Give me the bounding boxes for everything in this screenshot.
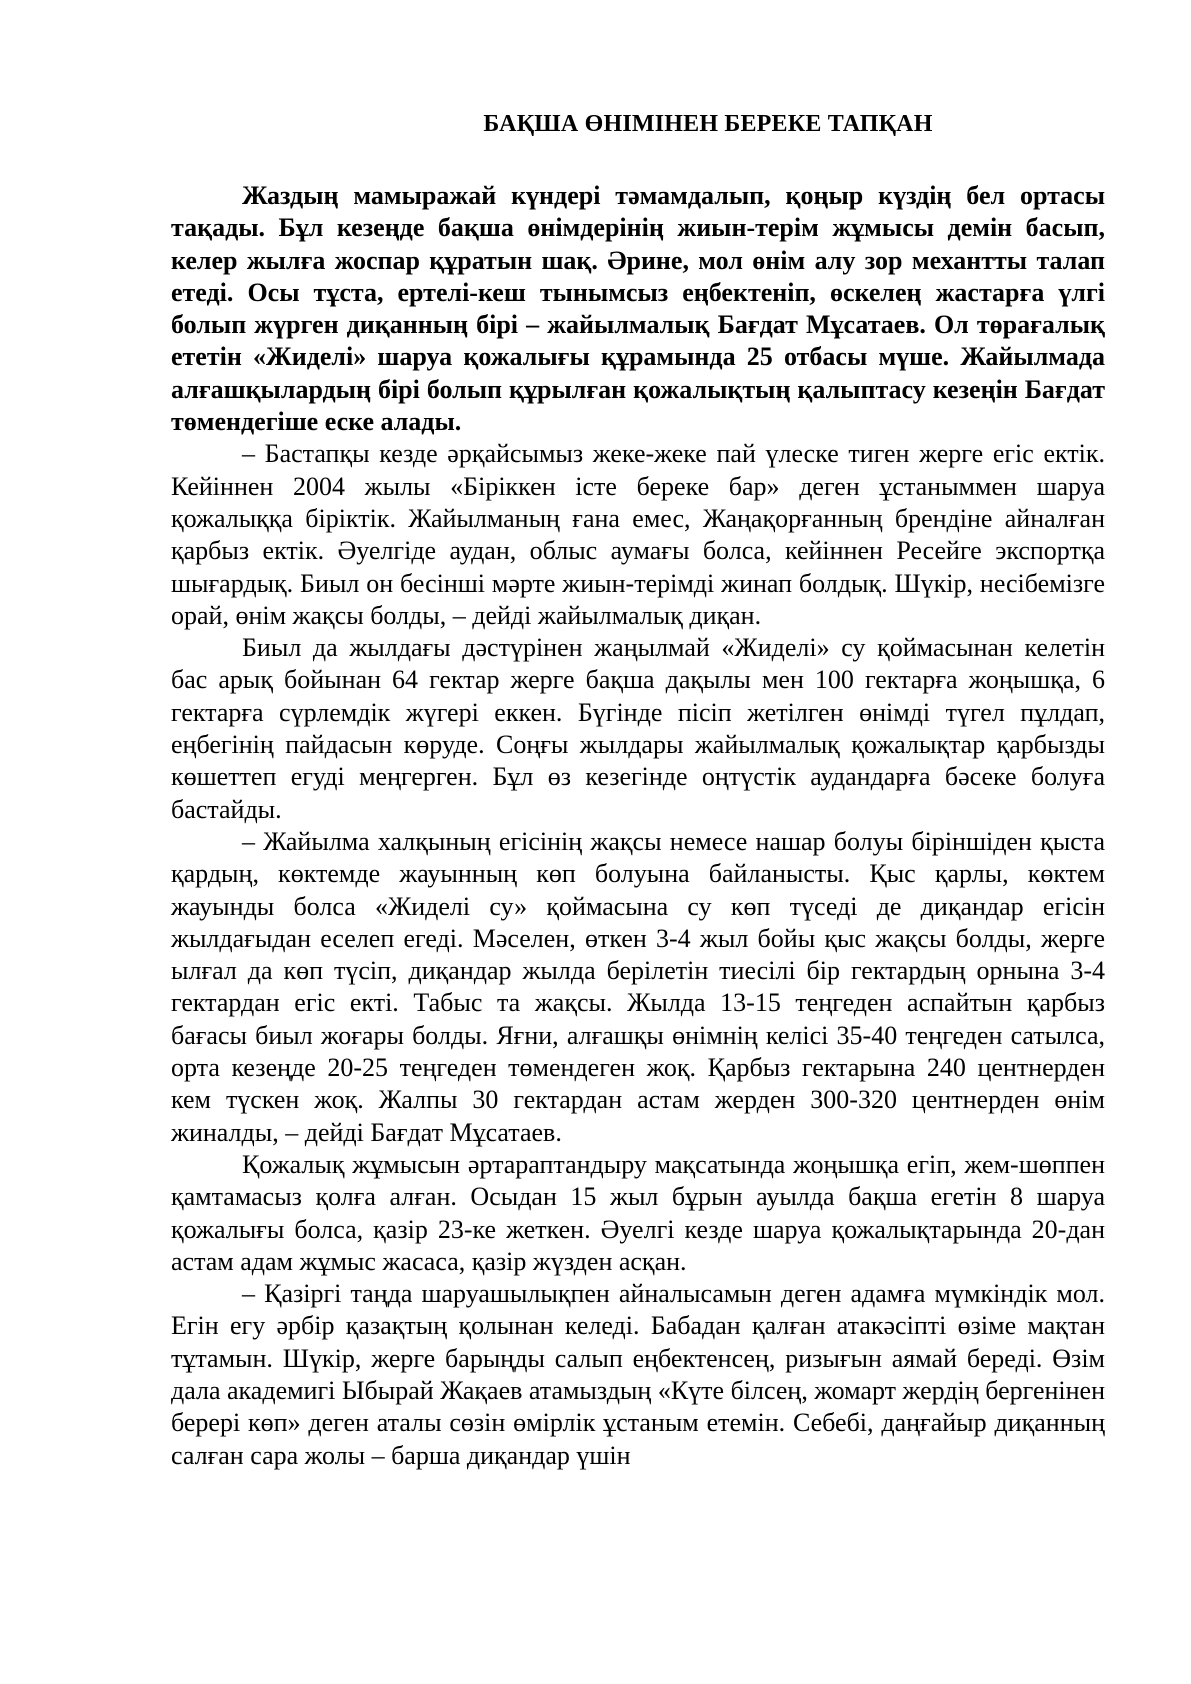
paragraph-1: – Бастапқы кезде әрқайсымыз жеке-жеке пай үлеске тиген жерге егіс ектік. Кейіннен 2004 жылы «Біріккен істе береке бар» деген ұстаныммен шаруа қожалыққа біріктік. Жайылманың ғана емес, Жаңақорғанның брендіне айналған қарбыз ектік. Әуелгіде аудан, облыс аумағы болса, кейіннен Ресейге экспортқа шығардық. Биыл он бесінші мәрте жиын-терімді жинап болдық. Шүкір, несібемізге орай, өнім жақсы болды, – дейді жайылмалық диқан. [171, 439, 1105, 630]
paragraph-3: – Жайылма халқының егісінің жақсы немесе нашар болуы біріншіден қыста қардың, көктемде жауынның көп болуына байланысты. Қыс қарлы, көктем жауынды болса «Жиделі су» қоймасына су көп түседі де диқандар егісін жылдағыдан еселеп егеді. Мәселен, өткен 3-4 жыл бойы қыс жақсы болды, жерге ылғал да көп түсіп, диқандар жылда берілетін тиесілі бір гектардың орнына 3-4 гектардан егіс екті. Табыс та жақсы. Жылда 13-15 теңгеден аспайтын қарбыз бағасы биыл жоғары болды. Яғни, алғашқы өнімнің келісі 35-40 теңгеден сатылса, орта кезеңде 20-25 теңгеден төмендеген жоқ. Қарбыз гектарына 240 центнерден кем түскен жоқ. Жалпы 30 гектардан астам жерден 300-320 центнерден өнім жиналды, – дейді Бағдат Мұсатаев. [171, 826, 1105, 1147]
paragraph-4: Қожалық жұмысын әртараптандыру мақсатында жоңышқа егіп, жем-шөппен қамтамасыз қолға алған. Осыдан 15 жыл бұрын ауылда бақша егетін 8 шаруа қожалығы болса, қазір 23-ке жеткен. Әуелгі кезде шаруа қожалықтарында 20-дан астам адам жұмыс жасаса, қазір жүзден асқан. [171, 1149, 1105, 1276]
article-body [171, 108, 1105, 1472]
paragraph-2: Биыл да жылдағы дәстүрінен жаңылмай «Жиделі» су қоймасынан келетін бас арық бойынан 64 гектар жерге бақша дақылы мен 100 гектарға жоңышқа, 6 гектарға сүрлемдік жүгері еккен. Бүгінде пісіп жетілген өнімді түгел пұлдап, еңбегінің пайдасын көруде. Соңғы жылдары жайылмалық қожалықтар қарбызды көшеттеп егуді меңгерген. Бұл өз кезегінде оңтүстік аудандарға бәсеке болуға бастайды. [171, 633, 1105, 824]
article-lead-paragraph: Жаздың мамыражай күндері тәмамдалып, қоңыр күздің бел ортасы тақады. Бұл кезеңде бақша өнімдерінің жиын-терім жұмысы демін басып, келер жылға жоспар құратын шақ. Әрине, мол өнім алу зор механтты талап етеді. Осы тұста, ертелі-кеш тынымсыз еңбектеніп, өскелең жастарға үлгі болып жүрген диқанның бірі – жайылмалық Бағдат Мұсатаев. Ол төрағалық ететін «Жиделі» шаруа қожалығы құрамында 25 отбасы мүше. Жайылмада алғашқылардың бірі болып құрылған қожалықтың қалыптасу кезеңін Бағдат төмендегіше еске алады. [171, 181, 1105, 437]
paragraph-5: – Қазіргі таңда шаруашылықпен айналысамын деген адамға мүмкіндік мол. Егін егу әрбір қазақтың қолынан келеді. Бабадан қалған атакәсіпті өзіме мақтан тұтамын. Шүкір, жерге барыңды салып еңбектенсең, ризығын аямай береді. Өзім дала академигі Ыбырай Жақаев атамыздың «Күте білсең, жомарт жердің бергенінен берері көп» деген аталы сөзін өмірлік ұстаным етемін. Себебі, даңғайыр диқанның салған сара жолы – барша диқандар үшін [171, 1279, 1105, 1470]
article-title: БАҚША ӨНІМІНЕН БЕРЕКЕ ТАПҚАН [483, 111, 933, 137]
